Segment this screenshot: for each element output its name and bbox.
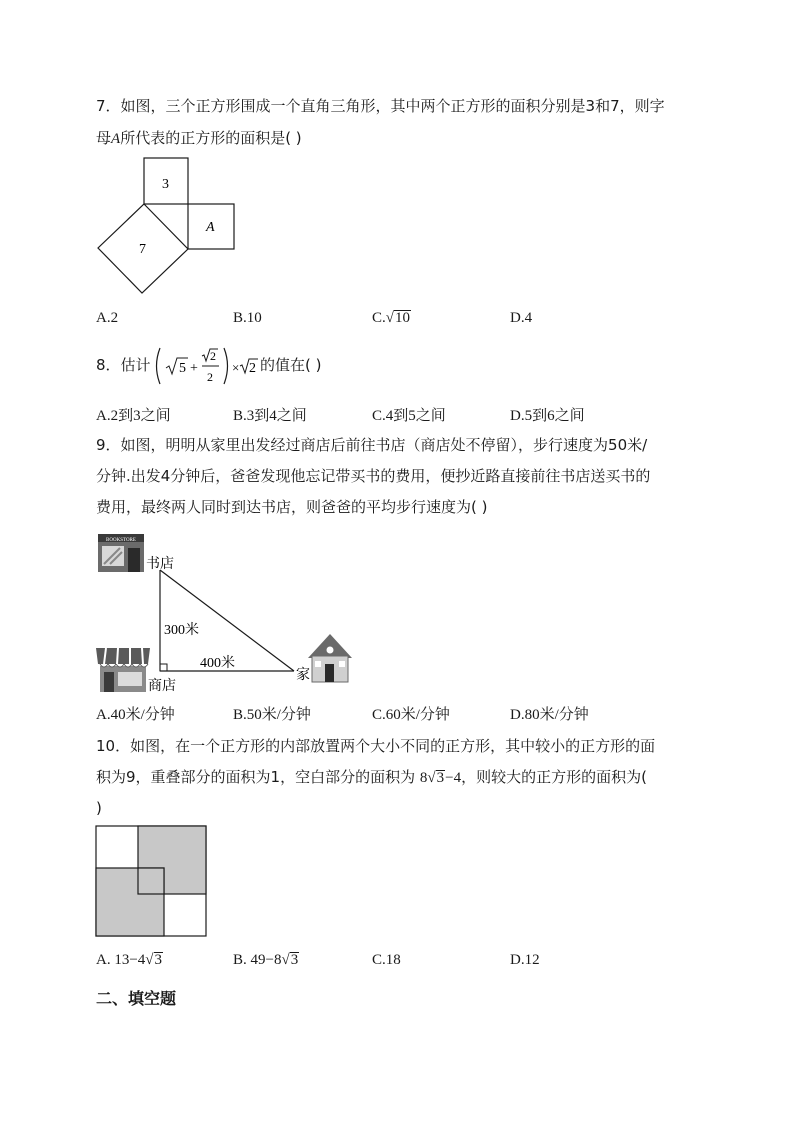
q9-vertical-length: 300米 xyxy=(164,623,199,638)
q10-overlap xyxy=(138,868,164,894)
q9-option-c[interactable]: C.60米/分钟 xyxy=(372,707,450,723)
q9-option-d[interactable]: D.80米/分钟 xyxy=(510,707,589,723)
q7-stem-line1: 7．如图，三个正方形围成一个直角三角形，其中两个正方形的面积分别是3和7，则字 xyxy=(96,97,665,115)
q8-option-d[interactable]: D.5到6之间 xyxy=(510,408,585,424)
section-heading: 二、填空题 xyxy=(96,989,177,1008)
shop-icon xyxy=(96,648,150,692)
q10-stem-line2: 积为9，重叠部分的面积为1，空白部分的面积为 8√3−4，则较大的正方形的面积为( xyxy=(96,768,647,786)
svg-text:×: × xyxy=(232,360,240,375)
sqrt-sign: √ xyxy=(385,310,394,326)
svg-text:+: + xyxy=(190,361,198,376)
q9-option-a[interactable]: A.40米/分钟 xyxy=(96,707,175,723)
q10-stem-line3: ) xyxy=(96,799,102,817)
q10-option-a[interactable]: A. 13−4√3 xyxy=(96,952,163,968)
home-label: 家 xyxy=(296,668,310,683)
q8-expression xyxy=(152,346,262,386)
q10-stem-line1: 10．如图，在一个正方形的内部放置两个大小不同的正方形，其中较小的正方形的面 xyxy=(96,737,656,755)
svg-text:2: 2 xyxy=(210,349,216,363)
q10-option-b[interactable]: B. 49−8√3 xyxy=(233,952,299,968)
q7-stem-line2: 母A所代表的正方形的面积是( ) xyxy=(96,129,302,147)
q10-figure xyxy=(95,825,209,939)
svg-text:2: 2 xyxy=(249,361,256,376)
q10-option-c[interactable]: C.18 xyxy=(372,952,401,968)
q7-option-c[interactable]: C.√10 xyxy=(372,310,410,326)
sqrt-sign: √ xyxy=(427,770,436,786)
q9-stem-line1: 9．如图，明明从家里出发经过商店后前往书店（商店处不停留），步行速度为50米/ xyxy=(96,436,648,454)
q7-figure xyxy=(90,152,250,302)
q9-stem-line2: 分钟.出发4分钟后，爸爸发现他忘记带买书的费用，便抄近路直接前往书店送买书的 xyxy=(96,467,651,485)
sqrt-sign: √ xyxy=(145,952,154,968)
bookstore-label: 书店 xyxy=(146,557,174,572)
svg-text:5: 5 xyxy=(179,361,186,376)
svg-text:BOOKSTORE: BOOKSTORE xyxy=(106,538,136,543)
q9-stem-line3: 费用，最终两人同时到达书店，则爸爸的平均步行速度为( ) xyxy=(96,498,488,516)
q9-option-b[interactable]: B.50米/分钟 xyxy=(233,707,311,723)
q8-option-c[interactable]: C.4到5之间 xyxy=(372,408,446,424)
q7-option-b[interactable]: B.10 xyxy=(233,310,262,326)
svg-text:2: 2 xyxy=(207,370,213,384)
q7-option-d[interactable]: D.4 xyxy=(510,310,533,326)
q7-label-7: 7 xyxy=(139,242,146,257)
q10-option-d[interactable]: D.12 xyxy=(510,952,540,968)
q8-option-b[interactable]: B.3到4之间 xyxy=(233,408,307,424)
bookstore-icon xyxy=(98,534,144,572)
q9-horizontal-length: 400米 xyxy=(200,656,235,671)
q8-option-a[interactable]: A.2到3之间 xyxy=(96,408,171,424)
sqrt-sign: √ xyxy=(281,952,290,968)
q7-var-a: A xyxy=(111,131,121,147)
house-icon xyxy=(308,634,352,682)
q7-label-a: A xyxy=(206,220,215,235)
q7-label-3: 3 xyxy=(162,177,169,192)
q7-option-a[interactable]: A.2 xyxy=(96,310,119,326)
q9-figure xyxy=(94,530,364,695)
shop-label: 商店 xyxy=(148,679,176,694)
